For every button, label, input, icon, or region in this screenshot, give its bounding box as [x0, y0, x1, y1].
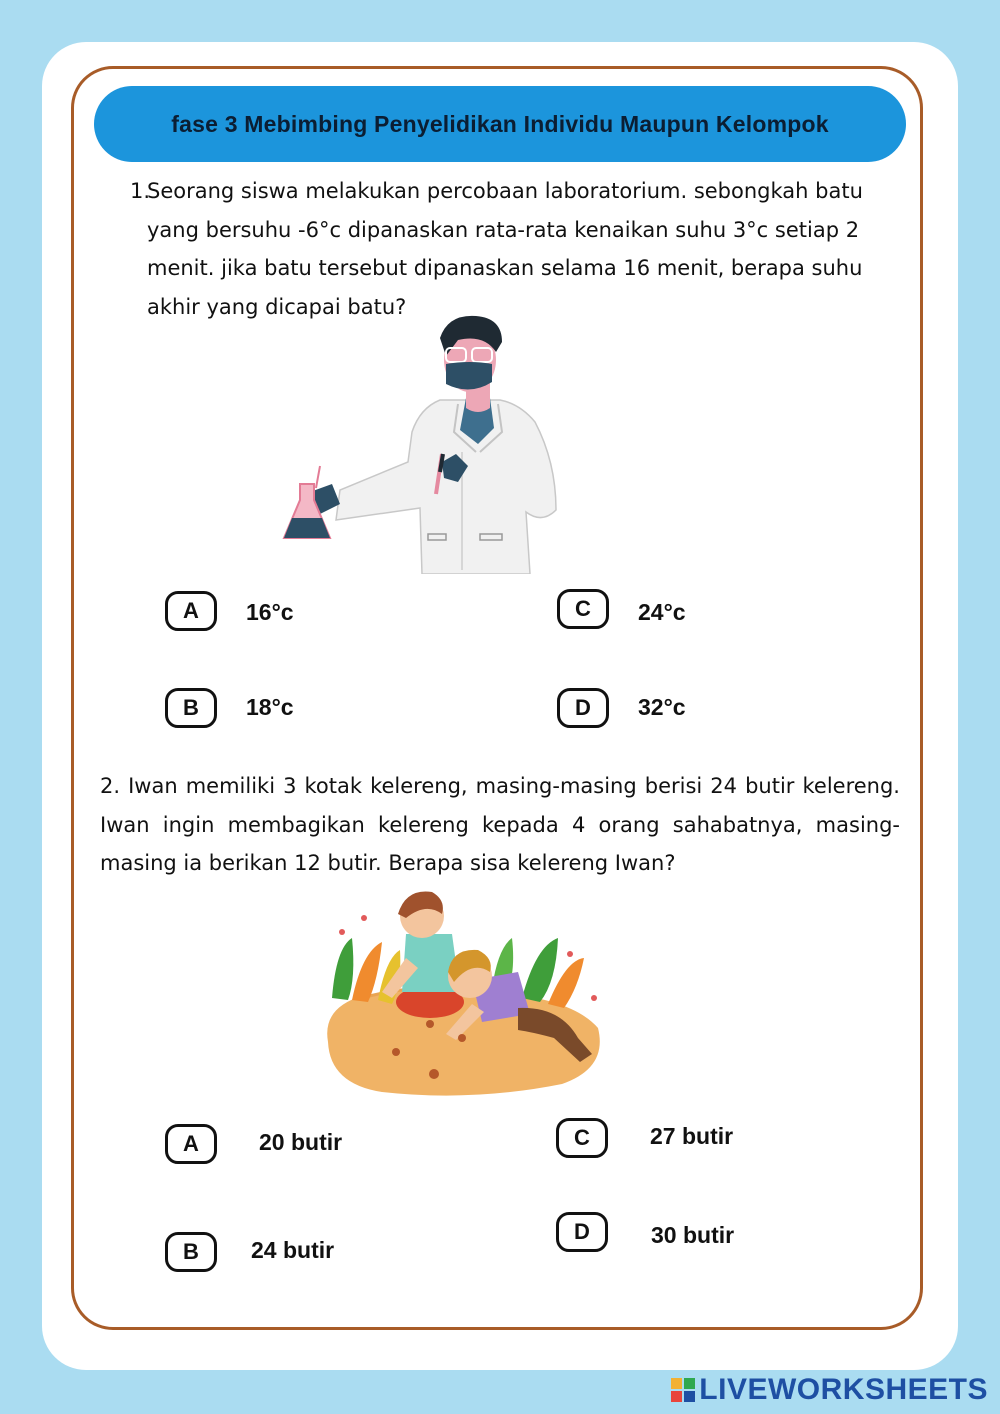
q1-option-b-text[interactable]: 18°c: [246, 694, 294, 720]
header-banner: [94, 86, 906, 162]
q1-option-d-text[interactable]: 32°c: [638, 694, 686, 720]
q1-option-a-text[interactable]: 16°c: [246, 599, 294, 625]
q2-option-a-text[interactable]: 20 butir: [259, 1129, 343, 1155]
q1-option-b-badge[interactable]: B: [165, 688, 217, 728]
q2-option-c-badge[interactable]: C: [556, 1118, 608, 1158]
children-playing-marbles-illustration: [322, 888, 606, 1100]
question-1-number: 1.: [130, 179, 151, 203]
logo-text: LIVEWORKSHEETS: [699, 1373, 988, 1406]
q2-option-d-text[interactable]: 30 butir: [651, 1222, 735, 1248]
q2-option-a-badge[interactable]: A: [165, 1124, 217, 1164]
q1-option-c-text[interactable]: 24°c: [638, 599, 686, 625]
q1-option-c-badge[interactable]: C: [557, 589, 609, 629]
q2-option-c-text[interactable]: 27 butir: [650, 1123, 734, 1149]
q1-option-a-badge[interactable]: A: [165, 591, 217, 631]
q2-option-b-text[interactable]: 24 butir: [251, 1237, 335, 1263]
liveworksheets-logo: [671, 1372, 988, 1408]
question-1: [130, 172, 905, 326]
scientist-illustration: [280, 312, 570, 574]
header-title: fase 3 Mebimbing Penyelidikan Individu Maupun Kelompok: [171, 110, 829, 137]
q1-option-d-badge[interactable]: D: [557, 688, 609, 728]
q2-option-b-badge[interactable]: B: [165, 1232, 217, 1272]
q2-option-d-badge[interactable]: D: [556, 1212, 608, 1252]
question-1-text: Seorang siswa melakukan percobaan laboratorium. sebongkah batu yang bersuhu -6°c dipanaskan rata-rata kenaikan suhu 3°c setiap 2 menit. jika batu tersebut dipanaskan selama 16 menit, berapa suhu akhir yang dicapai batu?: [147, 179, 863, 319]
question-2-text: 2. Iwan memiliki 3 kotak kelereng, masing-masing berisi 24 butir kelereng. Iwan ingin membagikan kelereng kepada 4 orang sahabatnya, masing-masing ia berikan 12 butir. Berapa sisa kelereng Iwan?: [100, 774, 900, 875]
logo-grid-icon: [671, 1378, 695, 1402]
